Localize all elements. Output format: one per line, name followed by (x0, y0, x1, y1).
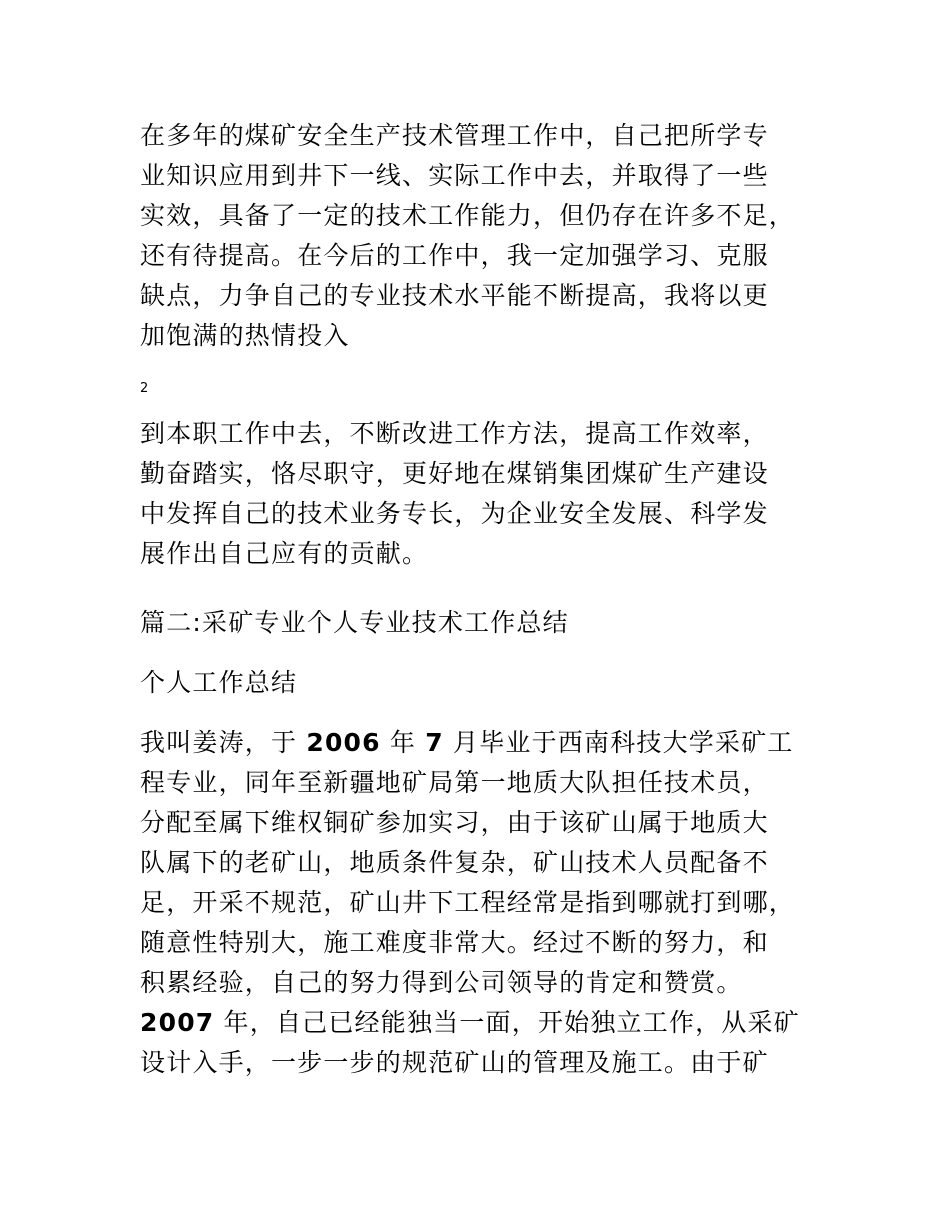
text-run: 年 (380, 728, 426, 757)
text-run: 月毕业于西南科技大学采矿工 (443, 728, 794, 757)
text-line: 实效，具备了一定的技术工作能力，但仍存在许多不足， (140, 201, 796, 230)
text-line (140, 1003, 830, 1043)
text-line (140, 723, 830, 763)
text-line: 到本职工作中去，不断改进工作方法，提高工作效率， (140, 419, 769, 448)
text-run: 我叫姜涛，于 (140, 728, 307, 757)
paragraph-3 (140, 723, 830, 1083)
text-line: 业知识应用到井下一线、实际工作中去，并取得了一些 (140, 161, 769, 190)
text-line: 积累经验，自己的努力得到公司领导的肯定和赞赏。 (140, 968, 743, 997)
month-7: 7 (425, 728, 444, 757)
paragraph-1 (140, 116, 830, 356)
text-line: 中发挥自己的技术业务专长，为企业安全发展、科学发 (140, 499, 769, 528)
text-line: 分配至属下维权铜矿参加实习，由于该矿山属于地质大 (140, 808, 769, 837)
section-heading (140, 603, 830, 643)
year-2006: 2006 (306, 728, 381, 757)
text-line: 展作出自己应有的贡献。 (140, 539, 429, 568)
paragraph-2 (140, 414, 830, 574)
text-line: 足，开采不规范，矿山井下工程经常是指到哪就打到哪， (140, 888, 796, 917)
subsection-title: 个人工作总结 (140, 668, 298, 697)
text-line: 缺点，力争自己的专业技术水平能不断提高，我将以更 (140, 281, 769, 310)
text-line: 勤奋踏实，恪尽职守，更好地在煤销集团煤矿生产建设 (140, 459, 769, 488)
text-line: 设计入手，一步一步的规范矿山的管理及施工。由于矿 (140, 1048, 769, 1077)
text-line: 程专业，同年至新疆地矿局第一地质大队担任技术员， (140, 768, 769, 797)
text-run: 年，自己已经能独当一面，开始独立工作，从采矿 (214, 1008, 800, 1037)
text-line: 加饱满的热情投入 (140, 321, 350, 350)
year-2007: 2007 (140, 1008, 215, 1037)
sub-heading (140, 663, 830, 703)
section-title: 篇二:采矿专业个人专业技术工作总结 (140, 608, 569, 637)
text-line: 随意性特别大，施工难度非常大。经过不断的努力，和 (140, 928, 769, 957)
text-line: 还有待提高。在今后的工作中，我一定加强学习、克服 (140, 241, 769, 270)
page-number: 2 (140, 381, 149, 396)
text-line: 队属下的老矿山，地质条件复杂，矿山技术人员配备不 (140, 848, 769, 877)
text-line: 在多年的煤矿安全生产技术管理工作中，自己把所学专 (140, 121, 769, 150)
